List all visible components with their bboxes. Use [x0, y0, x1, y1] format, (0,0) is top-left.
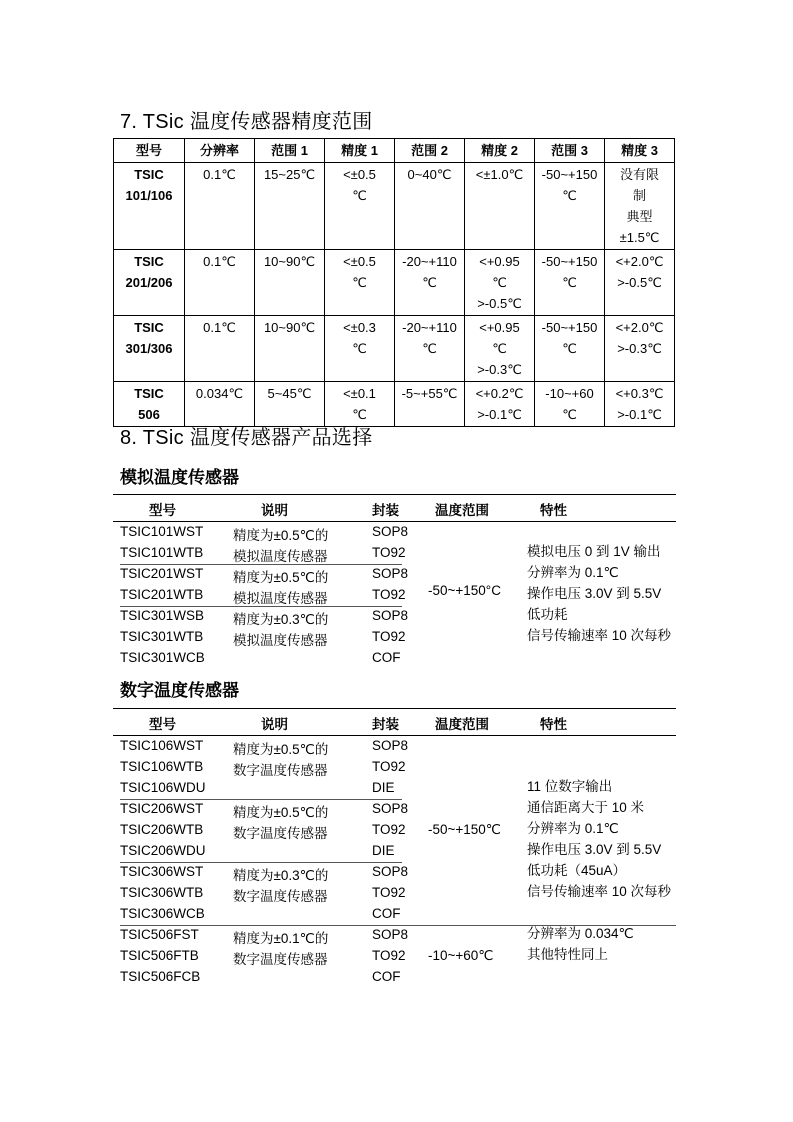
cell-text: 201/206 [125, 275, 173, 290]
cell-p1 [325, 163, 395, 250]
product-model: TSIC201WST [120, 566, 204, 581]
digital-range-main: -50~+150℃ [428, 822, 501, 837]
cell-p1 [325, 316, 395, 382]
product-row [113, 757, 676, 778]
cell-p2 [465, 163, 535, 250]
cell-model [114, 250, 185, 316]
product-model: TSIC206WST [120, 801, 204, 816]
cell-text: 10~90℃ [263, 254, 316, 269]
product-desc: 精度为±0.3℃的 [233, 868, 329, 883]
cell-text: ℃ [352, 341, 367, 356]
cell-text: <+2.0℃ [615, 320, 664, 335]
header-model: 型号 [149, 717, 176, 732]
section-8-title: 8. TSic 温度传感器产品选择 [120, 427, 373, 449]
cell-text: <±0.5 [343, 167, 376, 182]
header-feat: 特性 [540, 717, 567, 732]
cell-text: ℃ [562, 407, 577, 422]
cell-res [185, 382, 255, 427]
product-pkg: TO92 [372, 587, 406, 602]
product-desc: 精度为±0.5℃的 [233, 805, 329, 820]
product-model: TSIC201WTB [120, 587, 204, 602]
cell-text: -50~+150 [541, 320, 598, 335]
product-model: TSIC101WST [120, 524, 204, 539]
cell-p3 [605, 382, 675, 427]
cell-text: >-0.3℃ [477, 362, 522, 377]
cell-text: 0.1℃ [203, 167, 236, 182]
product-row [113, 904, 676, 925]
digital-table [113, 708, 676, 988]
cell-text: <+0.2℃ [475, 386, 524, 401]
product-pkg: TO92 [372, 629, 406, 644]
cell-p3 [605, 316, 675, 382]
cell-text: <±0.1 [343, 386, 376, 401]
feature-line: 分辨率为 0.1℃ [527, 821, 619, 836]
cell-text: 10~90℃ [263, 320, 316, 335]
product-pkg: TO92 [372, 759, 406, 774]
cell-text: >-0.3℃ [617, 341, 662, 356]
section-7-title: 7. TSic 温度传感器精度范围 [120, 111, 373, 133]
cell-text: -20~+110 [402, 254, 457, 269]
cell-text: 典型 [626, 209, 653, 224]
product-pkg: SOP8 [372, 566, 409, 581]
product-desc: 模拟温度传感器 [233, 591, 328, 606]
product-row [113, 967, 676, 988]
cell-model [114, 316, 185, 382]
feature-line: 低功耗 [527, 607, 568, 622]
product-desc: 数字温度传感器 [233, 889, 328, 904]
cell-text: ℃ [562, 275, 577, 290]
header-feat: 特性 [540, 503, 567, 518]
cell-p1 [325, 382, 395, 427]
cell-text: -5~+55℃ [401, 386, 458, 401]
cell-text: 506 [138, 407, 160, 422]
analog-table [113, 494, 676, 669]
cell-text: ±1.5℃ [619, 230, 660, 245]
col-header: 精度 3 [605, 139, 675, 163]
cell-text: 0.1℃ [203, 254, 236, 269]
header-range: 温度范围 [435, 503, 489, 518]
cell-r3 [535, 250, 605, 316]
product-model: TSIC206WDU [120, 843, 206, 858]
product-model: TSIC301WSB [120, 608, 205, 623]
header-desc: 说明 [261, 503, 288, 518]
cell-r3 [535, 163, 605, 250]
product-pkg: SOP8 [372, 864, 409, 879]
cell-text: 0.034℃ [195, 386, 244, 401]
product-model: TSIC206WTB [120, 822, 204, 837]
feature-line: 信号传输速率 10 次每秒 [527, 628, 672, 643]
product-desc: 数字温度传感器 [233, 952, 328, 967]
cell-p3 [605, 250, 675, 316]
product-pkg: COF [372, 969, 401, 984]
product-desc: 模拟温度传感器 [233, 549, 328, 564]
product-model: TSIC101WTB [120, 545, 204, 560]
product-model: TSIC306WTB [120, 885, 204, 900]
cell-text: TSIC [134, 386, 164, 401]
cell-r3 [535, 382, 605, 427]
cell-text: -50~+150 [541, 254, 598, 269]
product-pkg: DIE [372, 843, 395, 858]
feature-line: 分辨率为 0.1℃ [527, 565, 619, 580]
cell-text: ℃ [562, 188, 577, 203]
header-desc: 说明 [261, 717, 288, 732]
header-model: 型号 [149, 503, 176, 518]
cell-r2 [395, 250, 465, 316]
cell-p2 [465, 382, 535, 427]
cell-text: TSIC [134, 320, 164, 335]
header-range: 温度范围 [435, 717, 489, 732]
cell-text: <+0.95 [479, 254, 520, 269]
feature-line: 11 位数字输出 [527, 779, 613, 794]
col-header: 型号 [114, 139, 185, 163]
digital-range-506: -10~+60℃ [428, 948, 494, 963]
col-header: 范围 3 [535, 139, 605, 163]
feature-line: 操作电压 3.0V 到 5.5V [527, 842, 662, 857]
product-pkg: TO92 [372, 948, 406, 963]
col-header: 范围 2 [395, 139, 465, 163]
cell-text: -10~+60 [545, 386, 594, 401]
accuracy-table-row [114, 382, 675, 427]
product-desc: 精度为±0.5℃的 [233, 528, 329, 543]
product-row [113, 736, 676, 757]
feature-line: 低功耗（45uA） [527, 863, 627, 878]
product-model: TSIC301WCB [120, 650, 205, 665]
cell-res [185, 316, 255, 382]
cell-text: >-0.5℃ [477, 296, 522, 311]
product-desc: 精度为±0.5℃的 [233, 742, 329, 757]
product-desc: 精度为±0.1℃的 [233, 931, 329, 946]
product-pkg: TO92 [372, 885, 406, 900]
cell-text: 0~40℃ [407, 167, 452, 182]
product-pkg: COF [372, 650, 401, 665]
cell-text: 0.1℃ [203, 320, 236, 335]
cell-text: <+0.3℃ [615, 386, 664, 401]
analog-range: -50~+150°C [428, 583, 501, 598]
product-desc: 精度为±0.3℃的 [233, 612, 329, 627]
product-pkg: SOP8 [372, 801, 409, 816]
product-model: TSIC106WTB [120, 759, 204, 774]
cell-text: ℃ [492, 341, 507, 356]
cell-model [114, 163, 185, 250]
cell-text: 制 [632, 188, 646, 203]
product-model: TSIC306WST [120, 864, 204, 879]
product-row [113, 522, 676, 543]
feature-line: 其他特性同上 [527, 947, 608, 962]
product-model: TSIC506FTB [120, 948, 199, 963]
accuracy-table-header [114, 139, 675, 163]
digital-features-main [527, 776, 671, 902]
accuracy-table-row [114, 316, 675, 382]
accuracy-table [113, 138, 675, 427]
accuracy-table-row [114, 250, 675, 316]
col-header: 精度 1 [325, 139, 395, 163]
cell-text: 301/306 [125, 341, 173, 356]
cell-text: 15~25℃ [263, 167, 316, 182]
cell-res [185, 163, 255, 250]
col-header: 精度 2 [465, 139, 535, 163]
cell-text: ℃ [562, 341, 577, 356]
cell-text: TSIC [134, 254, 164, 269]
product-pkg: SOP8 [372, 927, 409, 942]
cell-text: 5~45℃ [267, 386, 312, 401]
cell-text: ℃ [422, 341, 437, 356]
cell-text: <+0.95 [479, 320, 520, 335]
product-model: TSIC106WST [120, 738, 204, 753]
cell-r1 [255, 250, 325, 316]
digital-table-header [113, 708, 676, 736]
product-desc: 精度为±0.5℃的 [233, 570, 329, 585]
product-model: TSIC506FST [120, 927, 199, 942]
cell-text: TSIC [134, 167, 164, 182]
product-pkg: DIE [372, 780, 395, 795]
cell-text: ℃ [422, 275, 437, 290]
cell-p1 [325, 250, 395, 316]
analog-title: 模拟温度传感器 [120, 468, 239, 487]
cell-text: -20~+110 [402, 320, 457, 335]
analog-table-header [113, 494, 676, 522]
cell-text: >-0.1℃ [617, 407, 662, 422]
cell-text: -50~+150 [541, 167, 598, 182]
cell-p3 [605, 163, 675, 250]
header-pkg: 封装 [372, 503, 399, 518]
cell-text: >-0.1℃ [477, 407, 522, 422]
cell-text: <±0.5 [343, 254, 376, 269]
product-pkg: COF [372, 906, 401, 921]
product-pkg: SOP8 [372, 524, 409, 539]
col-header: 分辨率 [185, 139, 255, 163]
cell-r1 [255, 163, 325, 250]
accuracy-table-row [114, 163, 675, 250]
analog-features [527, 541, 671, 646]
feature-line: 分辨率为 0.034℃ [527, 926, 634, 941]
product-desc: 数字温度传感器 [233, 763, 328, 778]
cell-p2 [465, 250, 535, 316]
product-model: TSIC301WTB [120, 629, 204, 644]
product-model: TSIC106WDU [120, 780, 206, 795]
cell-text: ℃ [352, 275, 367, 290]
feature-line: 模拟电压 0 到 1V 输出 [527, 544, 661, 559]
product-pkg: SOP8 [372, 738, 409, 753]
cell-text: >-0.5℃ [617, 275, 662, 290]
product-model: TSIC506FCB [120, 969, 201, 984]
feature-line: 信号传输速率 10 次每秒 [527, 884, 672, 899]
cell-text: <±1.0℃ [475, 167, 524, 182]
digital-features-506 [527, 923, 634, 965]
cell-r1 [255, 382, 325, 427]
product-pkg: TO92 [372, 545, 406, 560]
product-pkg: TO92 [372, 822, 406, 837]
header-pkg: 封装 [372, 717, 399, 732]
cell-text: <±0.3 [343, 320, 376, 335]
cell-text: 没有限 [619, 167, 659, 182]
product-desc: 数字温度传感器 [233, 826, 328, 841]
feature-line: 通信距离大于 10 米 [527, 800, 645, 815]
product-model: TSIC306WCB [120, 906, 205, 921]
cell-r2 [395, 316, 465, 382]
cell-text: 101/106 [125, 188, 173, 203]
product-row [113, 648, 676, 669]
product-desc: 模拟温度传感器 [233, 633, 328, 648]
digital-title: 数字温度传感器 [120, 681, 239, 700]
col-header: 范围 1 [255, 139, 325, 163]
cell-r2 [395, 163, 465, 250]
cell-text: ℃ [492, 275, 507, 290]
cell-r1 [255, 316, 325, 382]
feature-line: 操作电压 3.0V 到 5.5V [527, 586, 662, 601]
cell-text: <+2.0℃ [615, 254, 664, 269]
cell-r2 [395, 382, 465, 427]
product-pkg: SOP8 [372, 608, 409, 623]
cell-r3 [535, 316, 605, 382]
cell-res [185, 250, 255, 316]
cell-p2 [465, 316, 535, 382]
cell-model [114, 382, 185, 427]
cell-text: ℃ [352, 188, 367, 203]
cell-text: ℃ [352, 407, 367, 422]
